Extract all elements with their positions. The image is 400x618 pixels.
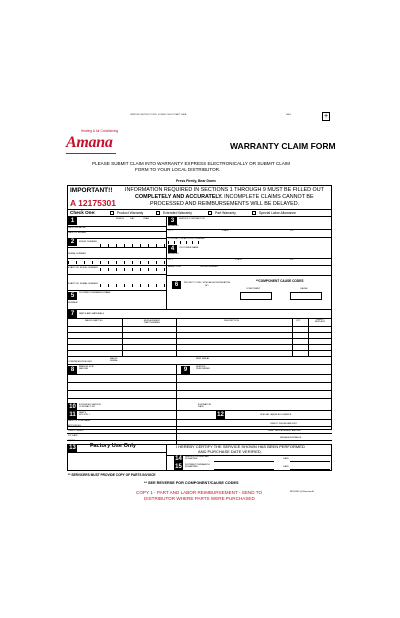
ppr-date-label: P/P DATE [68,435,78,437]
customer-address-label: ADDRESS [168,253,179,255]
component-input[interactable] [240,292,272,300]
form-code: FA01 [286,114,292,116]
col-qty: QTY. [296,320,301,322]
press-firmly: Press Firmly, Bear Down [176,179,216,183]
contractor-state-label: STATE [222,230,229,232]
credit-issued-label: CREDIT ISSUED AMOUNT [270,423,297,425]
divider [166,229,332,230]
reason-failure-label: REASON FOR FAILURE [79,366,94,371]
divider [67,452,166,453]
divider [67,410,332,411]
divider [166,265,332,266]
divider [67,398,332,399]
print-notice: PRINTER INSTRUCTIONS: FORMS / MULTI-PART DATA [130,114,187,116]
plus-box-icon: + [323,113,329,120]
section-7-number: 7 [68,310,77,318]
parts-row[interactable] [67,356,332,357]
logo-underline [66,153,116,154]
parts-materials-label: PARTS AND MATERIALS [79,313,105,315]
component-label: COMPONENT [246,288,261,290]
col-description: DESCRIPTION [224,320,239,322]
form-number: RFC0000 (1) Revision A [290,491,314,493]
section-13-number: 13 [69,445,76,451]
parts-row[interactable] [67,332,332,333]
servicers-note: ** SERVICERS MUST PROVIDE COPY OF PARTS INVOICE [68,473,156,477]
amana-logo: Amana [66,134,113,151]
submit-instructions-1: PLEASE SUBMIT CLAIM INTO WARRANTY EXPRESS ELECTRONICALLY OR SUBMIT CLAIM [92,161,290,166]
customer-city-label: CITY [168,259,173,261]
column-line [176,364,177,398]
account-ticks [168,241,198,244]
col-credit-replace: CREDIT REPLACE [314,319,326,324]
invoice-no-label: INVOICE NO. [68,425,82,427]
service-tech-signature-label: SERVICE TECHNICIAN SIGNATURE [185,456,209,461]
distributor-signature-line[interactable] [214,469,274,470]
product-warranty-checkbox[interactable] [110,211,114,215]
section-14-number: 14 [175,456,182,462]
distributor-number-label: NUMBER [68,302,78,304]
service-tech-date-line[interactable] [290,461,330,462]
distributor-signature-label: DISTRIBUTOR/BRANCH SIGNATURE [185,464,210,469]
check-one-label: Check One: [70,210,96,215]
brand-tagline: Heating & Air Conditioning [81,129,119,133]
parts-row[interactable] [67,350,332,351]
expiration-label: EXPIRATION DATE [198,404,212,409]
divider [67,309,332,310]
ppr-no-label: P/P NO. [68,440,76,442]
important-line1: INFORMATION REQUIRED IN SECTIONS 1 THROUGH 9 MUST BE FILLED OUT [125,187,324,193]
special-labor-label: Special Labor Allowance [259,210,296,215]
date-of-repair-label: DATE OF REPAIR [68,232,86,234]
section-1-number: 1 [68,217,77,225]
distributor-date-line[interactable] [290,469,330,470]
contractor-account-label: CONTRACTOR ACCOUNT NUMBER [168,238,205,240]
credit-memo-label: CREDIT MEMO [68,430,84,432]
divider [67,440,332,441]
column-line [176,398,177,444]
date-installed-label: DATE INSTALLED [68,227,87,229]
section-10-number: 10 [69,404,76,410]
model-number-label: MODEL NUMBER [79,241,97,243]
phone-number-label: PHONE NUMBER [200,266,218,268]
important-line2-rest: INCOMPLETE CLAIMS CANNOT BE [222,194,314,200]
important-label: IMPORTANT!! [70,187,113,194]
parts-invoice-label: PARTS INVOICE # [79,412,90,417]
model-number-ticks [100,244,164,247]
customer-name-label: CUSTOMER NAME [179,247,199,249]
submit-instructions-2: FORM TO YOUR LOCAL DISTRIBUTOR. [135,167,221,172]
section-9-number: 9 [181,366,190,374]
section-8-number: 8 [68,366,77,374]
divider [67,364,332,365]
distributor-date-label: DATE [283,466,289,468]
reason-line[interactable] [67,390,332,391]
contractor-address-label: ADDRESS [168,225,179,227]
section-11-number: 11 [69,412,76,418]
service-tech-signature-line[interactable] [214,461,274,462]
section-3-number: 3 [168,217,177,225]
reason-line[interactable] [67,374,332,375]
important-line3: PROCESSED AND REIMBURSEMENTS WILL BE DELAYED. [150,201,300,207]
new-serial-label: NEW SERIAL [196,358,210,360]
extended-contract-label: EXTENDED SERVICE CONTRACT NO. [79,404,102,409]
cause-input[interactable] [290,292,322,300]
divider [67,433,332,434]
parts-row[interactable] [67,338,332,339]
divider [67,247,166,248]
serial-number-ticks [68,261,164,264]
divider [166,258,332,259]
failed-serial-label: FAILED SERIAL [110,358,118,363]
service-contractor-label: SERVICE CONTRACTOR [179,218,205,220]
special-labor-checkbox[interactable] [252,211,256,215]
product-warranty-label: Product Warranty [117,210,144,215]
copy-line-2: DISTRIBUTOR WHERE PARTS WERE PURCHASED [144,496,255,501]
date-col-year: YEAR [143,218,149,220]
cause-label: CAUSE [300,288,308,290]
section-6-number: 6 [172,281,181,289]
extended-warranty-checkbox[interactable] [156,211,160,215]
section-4-number: 4 [168,245,177,253]
evap-serial-label: EVAP/COIL SERIAL NUMBER [68,283,98,285]
compressor-model-label: COMPRESSOR MODEL [68,361,93,363]
divider [67,419,332,420]
special-labor-allowance-label: SPECIAL LABOR ALLOWANCE [260,414,292,416]
section-2-number: 2 [68,238,77,246]
divider [67,426,332,427]
form-outline [67,185,332,430]
divider [67,209,332,210]
parts-row[interactable] [67,344,332,345]
column-line [166,444,167,471]
project-code-label: PROJECT CODE / SPECIAL AUTHORIZATION NO. [183,282,231,287]
copy-line-1: COPY 1 - PART AND LABOR REIMBURSEMENT - SEND TO [136,490,263,495]
col-failed-part: FAILED PART NO. [85,320,104,322]
section-5-number: 5 [68,292,77,300]
distributor-label: DISTRIBUTOR/BRANCH NAME [79,292,111,294]
area-code-label: AREA CODE [168,266,181,268]
factory-use-only: Factory Use Only [90,443,137,449]
divider [67,274,166,275]
contractor-city-label: CITY [168,230,173,232]
form-title: WARRANTY CLAIM FORM [230,141,336,151]
claim-number: A 12175301 [70,198,117,208]
extended-warranty-label: Extended Warranty [163,210,192,215]
contractor-zip-label: ZIP [290,230,294,232]
evap-model-ticks [100,268,164,271]
certify-line2: AND PURCHASE DATE VERIFIED. [198,449,262,454]
evap-serial-ticks [100,284,164,287]
cause-codes-label: **COMPONENT CAUSE CODES [256,279,304,283]
customer-zip-label: ZIP [290,259,294,261]
divider [67,216,332,217]
customer-state-label: STATE [235,259,242,261]
date-col-day: DAY [130,218,135,220]
evap-model-label: EVAP/COIL MODEL NUMBER [68,267,98,269]
section-12-number: 12 [217,412,224,418]
part-warranty-label: Part Warranty [215,210,236,215]
see-reverse-note: ** SEE REVERSE FOR COMPONENT/CAUSE CODES [144,481,239,485]
section-15-number: 15 [175,464,182,470]
debit-replacement-label: DEBIT REPLACEMENT AMOUNT [268,430,302,432]
mileage-label: MILEAGE/DISTANCE [280,437,302,439]
service-performed-label: SERVICE PERFORMED [196,366,210,371]
certify-line1: I HEREBY CERTIFY THE SERVICE SHOWN HAS BEEN PERFORMED [176,444,305,449]
serial-number-label: SERIAL NUMBER [68,253,86,255]
divider [67,238,166,239]
service-tech-date-label: DATE [283,458,289,460]
divider [166,275,332,276]
part-warranty-checkbox[interactable] [208,211,212,215]
divider [67,290,166,291]
divider [67,265,166,266]
important-line2-bold: COMPLETELY AND ACCURATELY. [135,194,223,200]
date-col-month: MONTH [116,218,125,220]
divider [67,258,166,259]
reason-line[interactable] [67,382,332,383]
important-line2 [135,195,314,200]
col-replacement-part: REPLACEMENT PART NUMBER [143,320,161,325]
date-purchased-label: DATE OF PURCHASE [68,420,91,422]
